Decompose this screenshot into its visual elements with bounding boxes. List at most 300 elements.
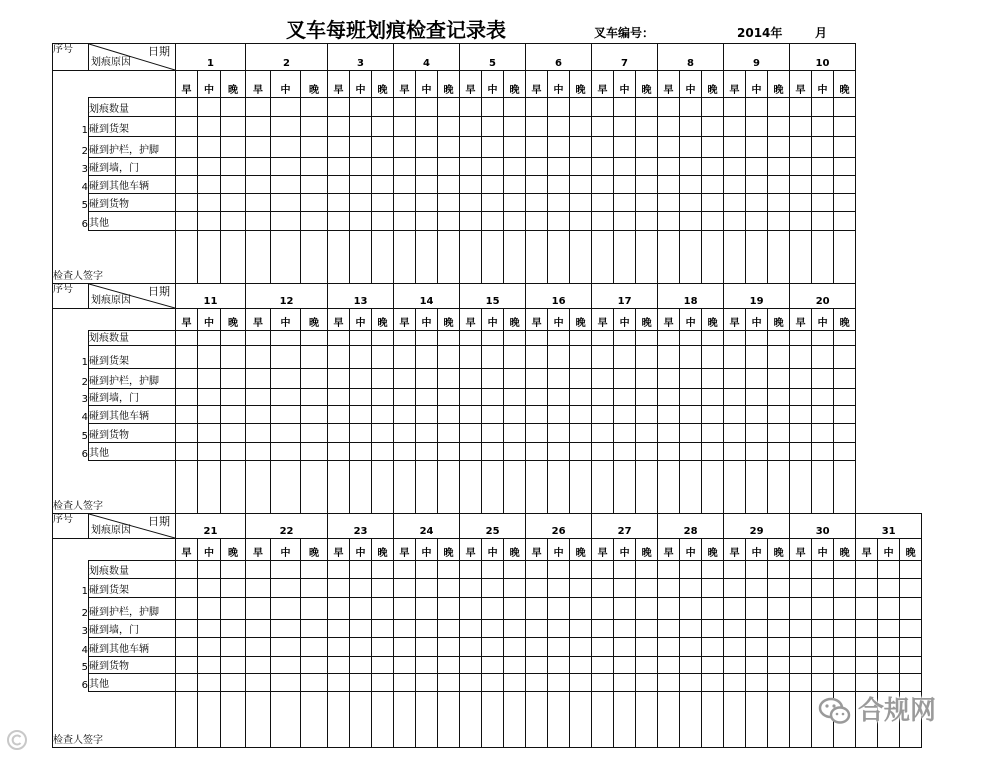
- entry-cell: [328, 98, 350, 117]
- entry-cell: [271, 657, 301, 674]
- entry-cell: [548, 638, 570, 657]
- entry-cell: [548, 98, 570, 117]
- entry-cell: [482, 406, 504, 424]
- shift-header-midday: 中: [198, 71, 221, 98]
- entry-cell: [680, 638, 702, 657]
- entry-cell: [812, 176, 834, 194]
- entry-cell: [301, 158, 328, 176]
- entry-cell: [790, 176, 812, 194]
- entry-cell: [221, 406, 246, 424]
- shift-header-morning: 早: [176, 539, 198, 561]
- entry-cell: [301, 579, 328, 598]
- entry-cell: [856, 638, 878, 657]
- signature-cell: [221, 461, 246, 514]
- entry-cell: [658, 424, 680, 443]
- entry-cell: [221, 598, 246, 620]
- entry-cell: [570, 674, 592, 692]
- entry-cell: [416, 137, 438, 158]
- shift-header-midday: 中: [416, 71, 438, 98]
- day-header-row: [53, 44, 856, 71]
- entry-cell: [812, 369, 834, 389]
- entry-cell: [636, 117, 658, 137]
- row-number: [53, 98, 89, 117]
- entry-cell: [790, 674, 812, 692]
- entry-cell: [482, 346, 504, 369]
- entry-cell: [372, 424, 394, 443]
- shift-header-morning: 早: [394, 309, 416, 331]
- entry-cell: [246, 424, 271, 443]
- row-number: 5: [53, 424, 89, 443]
- entry-cell: [658, 674, 680, 692]
- signature-cell: [570, 692, 592, 748]
- entry-cell: [878, 674, 900, 692]
- shift-header-morning: 早: [526, 539, 548, 561]
- entry-cell: [438, 638, 460, 657]
- entry-cell: [548, 674, 570, 692]
- shift-header-morning: 早: [724, 71, 746, 98]
- shift-header-midday: 中: [614, 71, 636, 98]
- signature-cell: [724, 231, 746, 284]
- entry-cell: [372, 406, 394, 424]
- entry-cell: [504, 561, 526, 579]
- entry-cell: [438, 212, 460, 231]
- entry-cell: [460, 389, 482, 406]
- shift-header-morning: 早: [724, 539, 746, 561]
- entry-cell: [198, 369, 221, 389]
- entry-cell: [834, 331, 856, 346]
- signature-cell: [504, 461, 526, 514]
- entry-cell: [724, 137, 746, 158]
- entry-cell: [768, 137, 790, 158]
- entry-cell: [834, 158, 856, 176]
- entry-cell: [416, 424, 438, 443]
- entry-cell: [570, 620, 592, 638]
- entry-cell: [680, 424, 702, 443]
- entry-cell: [176, 638, 198, 657]
- entry-cell: [198, 674, 221, 692]
- entry-cell: [724, 194, 746, 212]
- entry-cell: [702, 598, 724, 620]
- entry-cell: [768, 346, 790, 369]
- entry-cell: [812, 598, 834, 620]
- entry-cell: [768, 369, 790, 389]
- entry-cell: [438, 346, 460, 369]
- entry-cell: [812, 406, 834, 424]
- entry-cell: [246, 117, 271, 137]
- entry-cell: [790, 620, 812, 638]
- entry-cell: [221, 194, 246, 212]
- signature-cell: [221, 231, 246, 284]
- entry-cell: [636, 176, 658, 194]
- entry-cell: [812, 674, 834, 692]
- entry-cell: [350, 389, 372, 406]
- entry-cell: [592, 598, 614, 620]
- entry-cell: [658, 561, 680, 579]
- entry-cell: [221, 638, 246, 657]
- entry-cell: [482, 561, 504, 579]
- shift-header-midday: 中: [271, 539, 301, 561]
- reason-axis-label: 划痕原因: [91, 525, 131, 536]
- entry-cell: [221, 369, 246, 389]
- entry-cell: [548, 346, 570, 369]
- signature-cell: [271, 231, 301, 284]
- entry-cell: [301, 424, 328, 443]
- shift-header-midday: 中: [878, 539, 900, 561]
- record-table-days-11-20: [52, 283, 856, 514]
- reason-row: [53, 674, 922, 692]
- reason-label: 碰到货物: [89, 424, 176, 443]
- shift-header-morning: 早: [526, 71, 548, 98]
- entry-cell: [504, 176, 526, 194]
- entry-cell: [592, 137, 614, 158]
- shift-header-morning: 早: [460, 309, 482, 331]
- entry-cell: [246, 657, 271, 674]
- date-axis-label: 日期: [148, 515, 170, 528]
- entry-cell: [636, 598, 658, 620]
- entry-cell: [246, 98, 271, 117]
- entry-cell: [221, 137, 246, 158]
- signature-cell: [482, 461, 504, 514]
- entry-cell: [176, 331, 198, 346]
- entry-cell: [246, 674, 271, 692]
- entry-cell: [526, 389, 548, 406]
- day-header-row: [53, 284, 856, 309]
- day-header-8: 8: [658, 44, 724, 71]
- signature-cell: [416, 231, 438, 284]
- entry-cell: [271, 176, 301, 194]
- entry-cell: [790, 331, 812, 346]
- entry-cell: [504, 579, 526, 598]
- entry-cell: [592, 424, 614, 443]
- shift-header-midday: 中: [350, 71, 372, 98]
- entry-cell: [724, 638, 746, 657]
- entry-cell: [614, 406, 636, 424]
- entry-cell: [746, 443, 768, 461]
- shift-header-morning: 早: [328, 71, 350, 98]
- entry-cell: [592, 638, 614, 657]
- entry-cell: [878, 598, 900, 620]
- entry-cell: [416, 176, 438, 194]
- entry-cell: [271, 406, 301, 424]
- row-number: 3: [53, 158, 89, 176]
- entry-cell: [658, 331, 680, 346]
- entry-cell: [746, 212, 768, 231]
- row-number: 1: [53, 346, 89, 369]
- shift-header-night: 晚: [702, 539, 724, 561]
- entry-cell: [592, 212, 614, 231]
- shift-header-night: 晚: [504, 309, 526, 331]
- entry-cell: [328, 579, 350, 598]
- entry-cell: [176, 389, 198, 406]
- shift-header-morning: 早: [460, 71, 482, 98]
- entry-cell: [372, 638, 394, 657]
- entry-cell: [482, 98, 504, 117]
- entry-cell: [482, 674, 504, 692]
- shift-header-morning: 早: [526, 309, 548, 331]
- signature-cell: [328, 692, 350, 748]
- entry-cell: [176, 117, 198, 137]
- seq-column-spacer: [53, 71, 89, 98]
- signature-cell: [812, 231, 834, 284]
- shift-header-morning: 早: [592, 539, 614, 561]
- entry-cell: [350, 369, 372, 389]
- entry-cell: [548, 406, 570, 424]
- signature-cell: [246, 692, 271, 748]
- row-number: [53, 331, 89, 346]
- entry-cell: [570, 598, 592, 620]
- signature-cell: [198, 231, 221, 284]
- entry-cell: [526, 406, 548, 424]
- entry-cell: [724, 389, 746, 406]
- day-header-2: 2: [246, 44, 328, 71]
- entry-cell: [221, 346, 246, 369]
- entry-cell: [812, 346, 834, 369]
- reason-label: 碰到护栏，护脚: [89, 137, 176, 158]
- entry-cell: [900, 674, 922, 692]
- reason-label: 碰到护栏，护脚: [89, 369, 176, 389]
- signature-cell: [482, 231, 504, 284]
- entry-cell: [614, 158, 636, 176]
- entry-cell: [504, 117, 526, 137]
- entry-cell: [570, 212, 592, 231]
- signature-cell: [394, 692, 416, 748]
- forklift-number-label: 叉车编号：: [594, 26, 655, 40]
- shift-header-night: 晚: [768, 309, 790, 331]
- entry-cell: [394, 158, 416, 176]
- signature-cell: [350, 692, 372, 748]
- entry-cell: [350, 346, 372, 369]
- entry-cell: [834, 638, 856, 657]
- signature-cell: [438, 231, 460, 284]
- shift-header-night: 晚: [504, 539, 526, 561]
- signature-cell: [746, 692, 768, 748]
- entry-cell: [790, 346, 812, 369]
- entry-cell: [834, 137, 856, 158]
- signature-cell: [526, 692, 548, 748]
- shift-header-midday: 中: [614, 309, 636, 331]
- entry-cell: [394, 212, 416, 231]
- entry-cell: [768, 158, 790, 176]
- date-axis-label: 日期: [148, 285, 170, 298]
- shift-header-morning: 早: [592, 71, 614, 98]
- shift-header-night: 晚: [636, 539, 658, 561]
- entry-cell: [614, 98, 636, 117]
- row-number: 2: [53, 598, 89, 620]
- day-header-17: 17: [592, 284, 658, 309]
- shift-header-night: 晚: [702, 309, 724, 331]
- entry-cell: [834, 346, 856, 369]
- entry-cell: [350, 98, 372, 117]
- entry-cell: [570, 117, 592, 137]
- entry-cell: [301, 176, 328, 194]
- signature-cell: [768, 461, 790, 514]
- seq-header: 序号: [53, 514, 89, 539]
- reason-label: 其他: [89, 212, 176, 231]
- reason-date-header: [89, 44, 176, 71]
- entry-cell: [526, 346, 548, 369]
- shift-header-midday: 中: [482, 539, 504, 561]
- entry-cell: [548, 443, 570, 461]
- entry-cell: [790, 638, 812, 657]
- shift-header-night: 晚: [301, 539, 328, 561]
- reason-label: 其他: [89, 443, 176, 461]
- shift-header-night: 晚: [221, 539, 246, 561]
- entry-cell: [328, 424, 350, 443]
- entry-cell: [271, 598, 301, 620]
- entry-cell: [592, 406, 614, 424]
- entry-cell: [680, 674, 702, 692]
- entry-cell: [592, 117, 614, 137]
- signature-cell: [246, 231, 271, 284]
- day-header-3: 3: [328, 44, 394, 71]
- entry-cell: [438, 176, 460, 194]
- shift-header-morning: 早: [328, 539, 350, 561]
- entry-cell: [271, 346, 301, 369]
- entry-cell: [746, 638, 768, 657]
- entry-cell: [372, 176, 394, 194]
- entry-cell: [614, 443, 636, 461]
- entry-cell: [271, 369, 301, 389]
- entry-cell: [438, 424, 460, 443]
- entry-cell: [271, 620, 301, 638]
- entry-cell: [246, 443, 271, 461]
- signature-cell: [614, 461, 636, 514]
- entry-cell: [834, 98, 856, 117]
- entry-cell: [768, 598, 790, 620]
- entry-cell: [176, 369, 198, 389]
- shift-header-midday: 中: [680, 539, 702, 561]
- entry-cell: [526, 137, 548, 158]
- shift-header-midday: 中: [614, 539, 636, 561]
- entry-cell: [548, 158, 570, 176]
- reason-label: 碰到护栏，护脚: [89, 598, 176, 620]
- shift-header-morning: 早: [790, 71, 812, 98]
- entry-cell: [548, 620, 570, 638]
- row-number: 4: [53, 406, 89, 424]
- entry-cell: [680, 158, 702, 176]
- entry-cell: [636, 98, 658, 117]
- entry-cell: [768, 561, 790, 579]
- row-number: 6: [53, 443, 89, 461]
- day-header-28: 28: [658, 514, 724, 539]
- entry-cell: [570, 424, 592, 443]
- entry-cell: [746, 346, 768, 369]
- signature-cell: [548, 461, 570, 514]
- day-header-26: 26: [526, 514, 592, 539]
- entry-cell: [812, 331, 834, 346]
- entry-cell: [438, 561, 460, 579]
- entry-cell: [504, 137, 526, 158]
- entry-cell: [658, 620, 680, 638]
- entry-cell: [482, 137, 504, 158]
- row-number: 3: [53, 389, 89, 406]
- entry-cell: [592, 98, 614, 117]
- entry-cell: [198, 561, 221, 579]
- entry-cell: [790, 443, 812, 461]
- entry-cell: [328, 638, 350, 657]
- entry-cell: [301, 443, 328, 461]
- signature-cell: [271, 461, 301, 514]
- day-header-23: 23: [328, 514, 394, 539]
- entry-cell: [482, 212, 504, 231]
- signature-cell: [658, 231, 680, 284]
- entry-cell: [680, 561, 702, 579]
- entry-cell: [301, 194, 328, 212]
- day-header-19: 19: [724, 284, 790, 309]
- entry-cell: [198, 137, 221, 158]
- reason-row: [53, 176, 856, 194]
- day-header-13: 13: [328, 284, 394, 309]
- entry-cell: [834, 620, 856, 638]
- entry-cell: [482, 579, 504, 598]
- entry-cell: [438, 369, 460, 389]
- seq-header: 序号: [53, 284, 89, 309]
- entry-cell: [680, 369, 702, 389]
- entry-cell: [812, 638, 834, 657]
- entry-cell: [271, 137, 301, 158]
- shift-header-morning: 早: [592, 309, 614, 331]
- day-header-24: 24: [394, 514, 460, 539]
- entry-cell: [301, 389, 328, 406]
- entry-cell: [350, 194, 372, 212]
- signature-cell: [548, 692, 570, 748]
- entry-cell: [570, 137, 592, 158]
- entry-cell: [900, 620, 922, 638]
- entry-cell: [834, 443, 856, 461]
- entry-cell: [246, 638, 271, 657]
- entry-cell: [372, 212, 394, 231]
- entry-cell: [878, 561, 900, 579]
- entry-cell: [856, 598, 878, 620]
- reason-label: 其他: [89, 674, 176, 692]
- signature-cell: [482, 692, 504, 748]
- entry-cell: [198, 579, 221, 598]
- entry-cell: [504, 346, 526, 369]
- reason-row: [53, 158, 856, 176]
- entry-cell: [856, 657, 878, 674]
- entry-cell: [328, 176, 350, 194]
- signature-cell: [460, 461, 482, 514]
- shift-header-night: 晚: [221, 309, 246, 331]
- entry-cell: [570, 657, 592, 674]
- entry-cell: [504, 369, 526, 389]
- entry-cell: [614, 389, 636, 406]
- entry-cell: [680, 176, 702, 194]
- entry-cell: [702, 212, 724, 231]
- shift-header-morning: 早: [856, 539, 878, 561]
- day-header-14: 14: [394, 284, 460, 309]
- shift-header-midday: 中: [812, 71, 834, 98]
- signature-cell: [198, 461, 221, 514]
- signature-cell: [702, 231, 724, 284]
- reason-row: [53, 331, 856, 346]
- entry-cell: [636, 579, 658, 598]
- entry-cell: [394, 406, 416, 424]
- reason-label: 碰到墙，门: [89, 620, 176, 638]
- entry-cell: [301, 674, 328, 692]
- entry-cell: [636, 561, 658, 579]
- day-header-27: 27: [592, 514, 658, 539]
- entry-cell: [658, 194, 680, 212]
- entry-cell: [790, 424, 812, 443]
- reason-row: [53, 579, 922, 598]
- entry-cell: [328, 137, 350, 158]
- entry-cell: [570, 176, 592, 194]
- entry-cell: [301, 638, 328, 657]
- entry-cell: [812, 443, 834, 461]
- entry-cell: [724, 369, 746, 389]
- signature-cell: [834, 231, 856, 284]
